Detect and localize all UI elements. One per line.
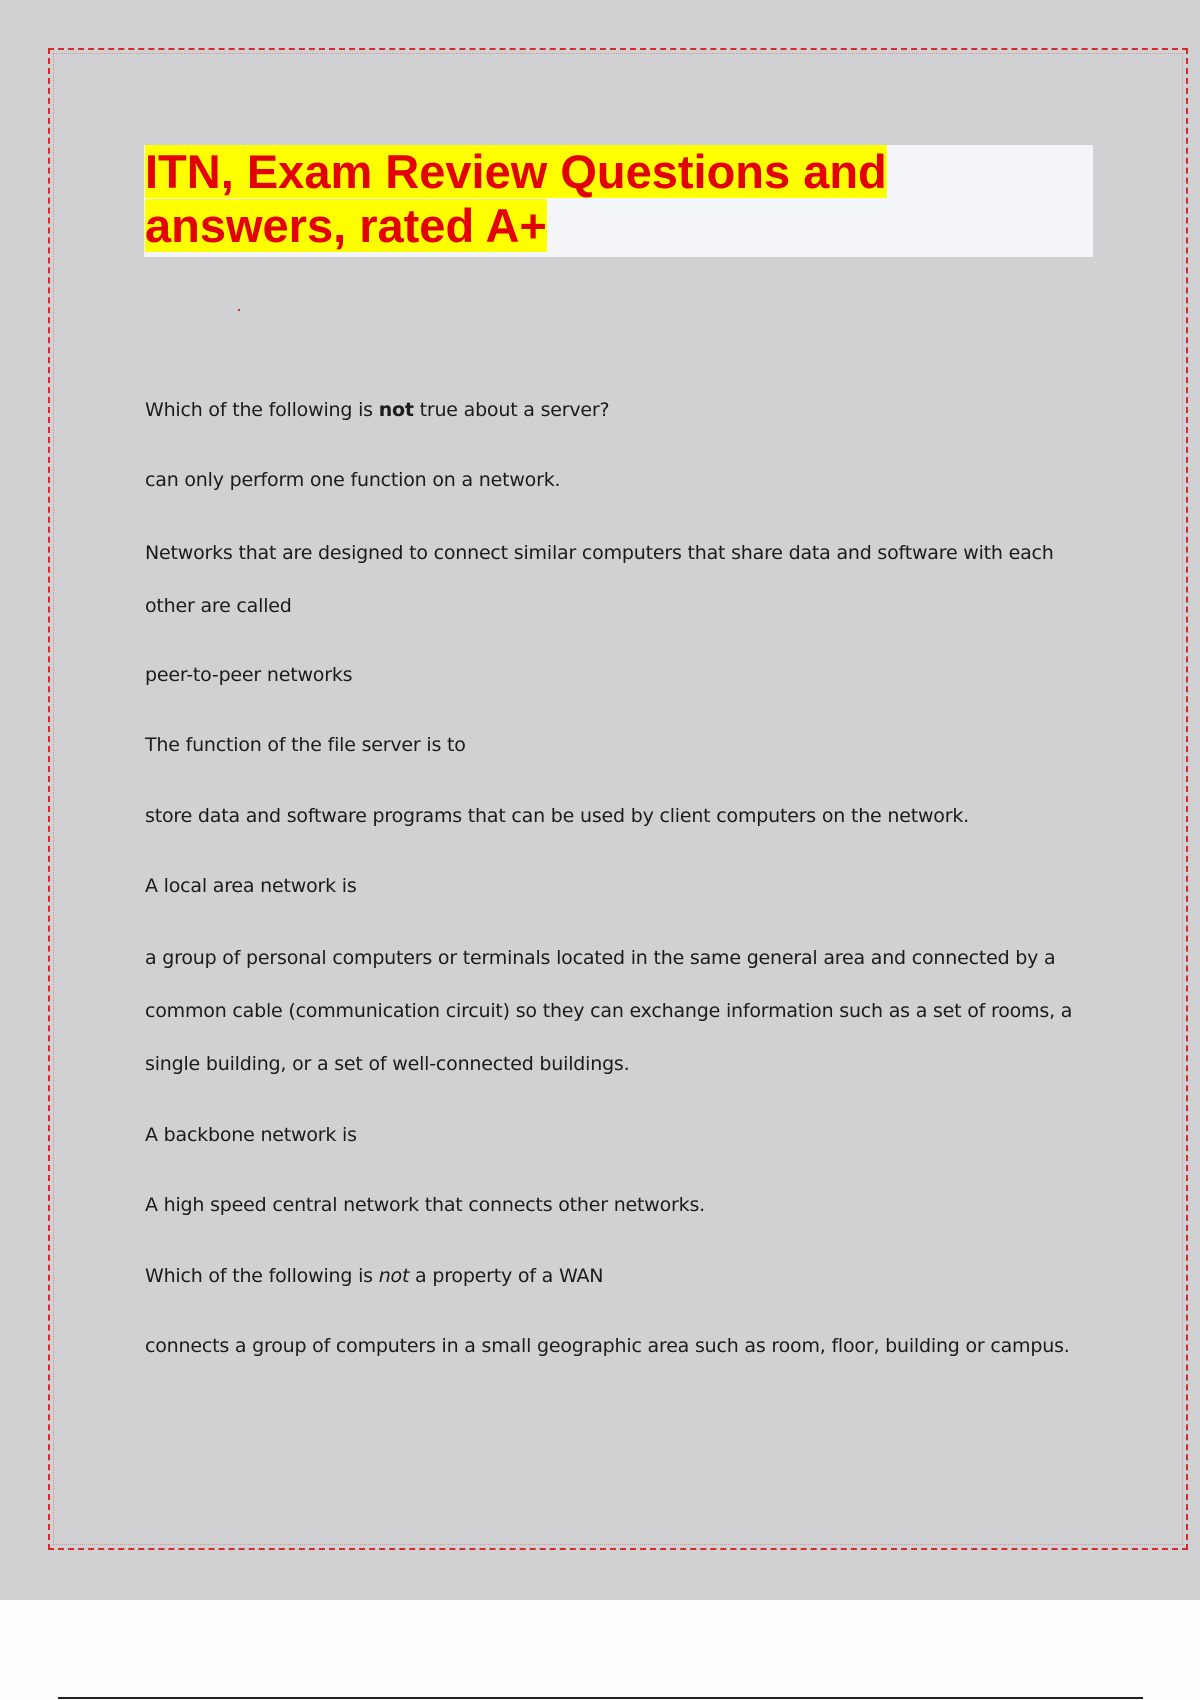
- question-2: Networks that are designed to connect similar computers that share data and software with each other are called: [145, 542, 1054, 617]
- page-border: [48, 48, 1188, 1550]
- title-line-2: answers, rated A+: [145, 199, 547, 252]
- red-dot-mark: [238, 309, 240, 311]
- answer-4: a group of personal computers or terminals located in the same general area and connected by a common cable (communication circuit) so they can exchange information such as a set of rooms, a single building, or a set of well-connected buildings.: [145, 947, 1073, 1075]
- answer-5: A high speed central network that connects other networks.: [145, 1194, 705, 1216]
- document-title: [145, 145, 945, 253]
- question-1: Which of the following is not true about a server?: [145, 399, 610, 421]
- question-6: Which of the following is not a property of a WAN: [145, 1265, 604, 1287]
- question-3: The function of the file server is to: [145, 734, 466, 756]
- answer-2: peer-to-peer networks: [145, 664, 353, 686]
- question-5: A backbone network is: [145, 1124, 357, 1146]
- question-4: A local area network is: [145, 875, 357, 897]
- answer-6: connects a group of computers in a small geographic area such as room, floor, building or campus.: [145, 1335, 1070, 1357]
- answer-1: can only perform one function on a network.: [145, 469, 561, 491]
- footer-divider: [58, 1697, 1143, 1699]
- answer-3: store data and software programs that can be used by client computers on the network.: [145, 805, 969, 827]
- title-line-1: ITN, Exam Review Questions and: [145, 145, 887, 198]
